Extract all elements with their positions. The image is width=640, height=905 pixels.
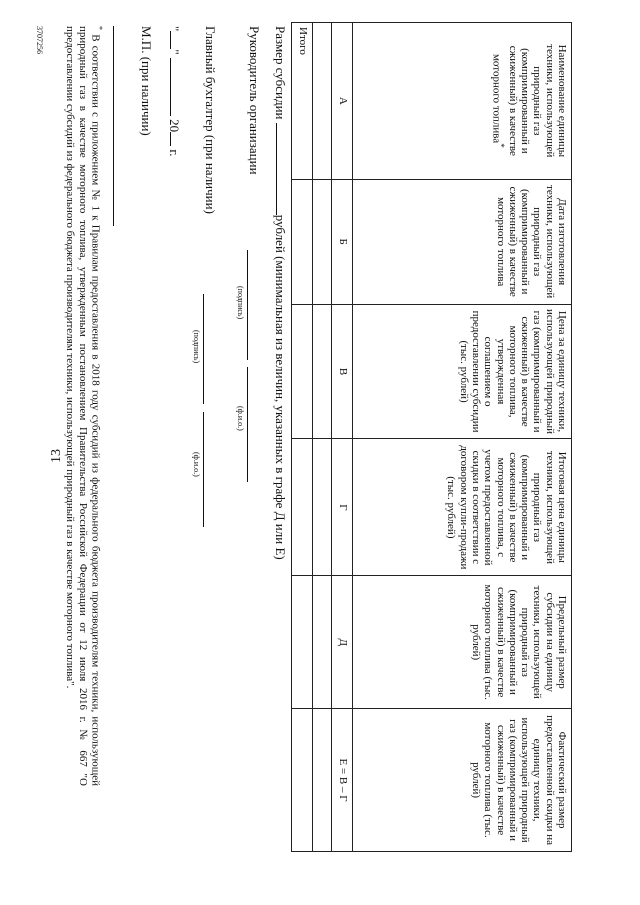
subsidy-suffix: рублей (минимальная из величин, указанных в графе Д или Е) [273,214,288,560]
table-cell [313,439,332,576]
total-label: Итого [292,23,313,180]
head-label: Руководитель организации [247,26,262,175]
table-cell [313,179,332,304]
table-cell [292,439,313,576]
column-letter: В [332,304,353,439]
accountant-name-line [203,412,204,527]
header-footnote-mark: * [495,143,506,148]
chief-accountant-label: Главный бухгалтер (при наличии) [203,26,218,214]
date-year: 20 [167,119,182,133]
date-quote-close: " [167,49,182,55]
table-row [313,23,332,852]
header-cell: Фактический размер предоставленной скидки на единицу техники, использующей природный газ (компримированный и сжиженный) в качестве моторного топлива (тыс. рублей) [353,709,572,852]
header-cell [353,23,572,180]
column-letter: А [332,23,353,180]
stamp-label: М.П. (при наличии) [139,26,154,136]
footnote [64,26,105,786]
subsidy-amount-line [272,26,288,560]
table-cell [313,304,332,439]
date-month-blank [170,58,182,116]
footnote-mark: * [95,26,104,30]
header-cell: Предельный размер субсидии на единицу техники, использующей природный газ (компримированный и сжиженный) в качестве моторного топлива (тыс. рублей) [353,576,572,709]
accountant-signature-line [203,294,204,404]
subsidy-prefix: Размер субсидии [273,26,288,120]
head-signature-caption: (подпись) [236,286,245,320]
date-quote-open: " [167,26,182,32]
header-cell: Итоговая цена единицы техники, использующей природный газ (компримированный и сжиженный) в качестве моторного топлива, с учетом предоставленной скидки в соответствии с договором купли-продажи (тыс. рублей) [353,439,572,576]
table-cell [292,179,313,304]
subsidy-table [291,22,572,852]
footnote-text: В соответствии с приложением № 1 к Правилам предоставления в 2018 году субсидий из федерального бюджета производителям техники, использующей природный газ в качестве моторного топлива, утвержденным постановлением Правительства Российской Федерации от 12 июля 2016 г. № 667 "О предоставлении субсидий из федерального бюджета производителям техники, использующей природный газ в качестве моторного топлива". [64,26,102,787]
header-cell: Дата изготовления техники, использующей природный газ (компримированный и сжиженный) в качестве моторного топлива [353,179,572,304]
document-number: 3707256 [35,26,44,54]
accountant-name-caption: (ф.и.о.) [192,452,201,477]
table-header-row [353,23,572,852]
column-letter: Б [332,179,353,304]
header-cell: Цена за единицу техники, использующей природный газ (компримированный и сжиженный) в качестве моторного топлива, утвержденная соглашением о предоставлении субсидии (тыс. рублей) [353,304,572,439]
table-cell [292,709,313,852]
header-text: Наименование единицы техники, использующей природный газ (компримированный и сжиженный) в качестве моторного топлива [489,44,568,158]
column-letter: Д [332,576,353,709]
footnote-rule [113,26,114,226]
date-day-blank [170,31,182,49]
column-letters-row [332,23,353,852]
table-cell [313,23,332,180]
table-cell [313,576,332,709]
column-letter: Г [332,439,353,576]
column-letter: Е = В – Г [332,709,353,852]
head-signature-line [247,250,248,360]
head-name-caption: (ф.и.о.) [236,406,245,431]
date-suffix: г. [167,149,182,157]
accountant-signature-caption: (подпись) [192,330,201,364]
page-number: 13 [49,449,64,463]
form-sheet [20,22,610,882]
table-cell [313,709,332,852]
total-row [292,23,313,852]
date-year-blank [170,132,182,146]
table-cell [292,304,313,439]
head-name-line [247,367,248,482]
date-line [166,26,182,157]
subsidy-amount-blank [276,123,288,215]
table-cell [292,576,313,709]
